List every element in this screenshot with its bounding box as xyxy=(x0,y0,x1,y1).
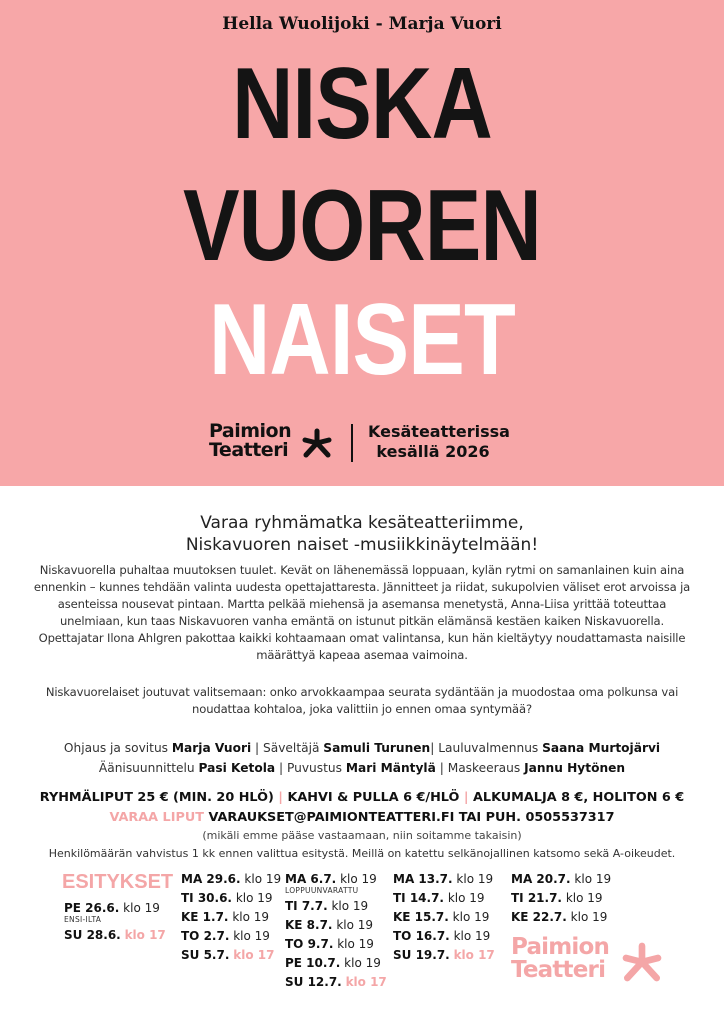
show-date: SU 12.7. klo 17 xyxy=(285,975,387,989)
booking-contact[interactable]: VARAUKSET@PAIMIONTEATTERI.FI TAI PUH. 0505537317 xyxy=(208,810,615,825)
booking-label: VARAA LIPUT xyxy=(109,810,204,825)
headline-line-2: Niskavuoren naiset -musiikkinäytelmään! xyxy=(185,535,539,555)
credit-name: Jannu Hytönen xyxy=(524,761,626,775)
theatre-logo xyxy=(209,422,291,460)
schedule-column-1 xyxy=(64,899,166,945)
soldout-note: LOPPUUNVARATTU xyxy=(285,886,359,895)
credit-label: Maskeeraus xyxy=(447,761,521,775)
title-line-1: NISKA xyxy=(232,48,492,160)
schedule-title: ESITYKSET xyxy=(62,871,174,893)
synopsis-paragraph-2: Niskavuorelaiset joutuvat valitsemaan: onko arvokkaampaa seurata sydäntään ja muodostaa oma polkunsa vai noudattaa kohtaloa, joka valittiin jo ennen omaa syntymää? xyxy=(45,685,679,716)
logo-word-2: Teatteri xyxy=(209,439,289,461)
credit-name: Marja Vuori xyxy=(171,741,252,755)
credit-label: Äänisuunnittelu xyxy=(98,761,195,775)
show-date: KE 8.7. klo 19 xyxy=(285,918,374,932)
synopsis-paragraph-1: Niskavuorella puhaltaa muutoksen tuulet. Kevät on lähenemässä loppuaan, kylän rytmi on samanlainen kuin aina ennenkin – kunnes tehdään valinta uudesta opettajattaresta. Jännitteet ja riidat, sukupolvien väliset erot arvoissa ja asenteissa nousevat pintaan. Martta pelkää miehensä ja asemansa menetystä, Anna-Liisa yrittää toteuttaa unelmiaan, kun taas Niskavuoren vanha emäntä on istunut pitkän elämänsä kestäen kaiken Niskavuorella. Opettajatar Ilona Ahlgren pakottaa kaikki kohtaamaan omat valintansa, kun hän kieltäytyy noudattamasta naisille määrättyä kapeaa asemaa vaimoina. xyxy=(33,563,691,662)
poster-header xyxy=(0,0,724,486)
show-date: TI 14.7. klo 19 xyxy=(393,891,485,905)
logo-word-1: Paimion xyxy=(209,420,292,442)
group-price: RYHMÄLIPUT 25 € (MIN. 20 HLÖ) xyxy=(39,790,274,805)
title-line-3: NAISET xyxy=(208,284,516,396)
drink-price: ALKUMALJA 8 €, HOLITON 6 € xyxy=(473,790,685,805)
show-date: TO 16.7. klo 19 xyxy=(393,929,491,943)
callback-note: (mikäli emme pääse vastaamaan, niin soitamme takaisin) xyxy=(202,829,522,842)
premiere-note: ENSI-ILTA xyxy=(64,915,102,924)
show-date: TI 7.7. klo 19 xyxy=(285,899,369,913)
logo-word-1: Paimion xyxy=(511,934,610,960)
credit-name: Saana Murtojärvi xyxy=(542,741,661,755)
show-date: MA 20.7. klo 19 xyxy=(511,872,612,886)
show-date: TI 21.7. klo 19 xyxy=(511,891,603,905)
footer-theatre-logo xyxy=(511,936,609,982)
logo-word-2: Teatteri xyxy=(511,957,606,983)
booking-line xyxy=(0,810,724,825)
show-date: TI 30.6. klo 19 xyxy=(181,891,273,905)
asterisk-icon xyxy=(302,428,332,458)
price-line xyxy=(0,790,724,805)
headline xyxy=(0,512,724,556)
credit-name: Pasi Ketola xyxy=(198,761,276,775)
show-date: KE 15.7. klo 19 xyxy=(393,910,490,924)
credits-line-2: Äänisuunnittelu Pasi Ketola | Puvustus Mari Mäntylä | Maskeeraus Jannu Hytönen xyxy=(98,761,626,775)
show-date: KE 22.7. klo 19 xyxy=(511,910,608,924)
coffee-price: KAHVI & PULLA 6 €/HLÖ xyxy=(287,790,460,805)
credits-line-1: Ohjaus ja sovitus Marja Vuori | Säveltäjä Samuli Turunen| Lauluvalmennus Saana Murtojärvi xyxy=(63,741,661,755)
asterisk-icon xyxy=(622,942,662,982)
schedule-column-5 xyxy=(511,870,611,927)
show-date: MA 13.7. klo 19 xyxy=(393,872,494,886)
schedule-column-3 xyxy=(285,870,387,992)
show-date: MA 6.7. klo 19 xyxy=(285,872,377,886)
show-date: KE 1.7. klo 19 xyxy=(181,910,270,924)
show-date: MA 29.6. klo 19 xyxy=(181,872,282,886)
show-date: SU 5.7. klo 17 xyxy=(181,948,275,962)
show-date: PE 26.6. klo 19 xyxy=(64,901,160,915)
show-date: SU 28.6. klo 17 xyxy=(64,928,166,942)
show-date: TO 2.7. klo 19 xyxy=(181,929,270,943)
summer-line-2: kesällä 2026 xyxy=(376,442,490,461)
separator: | xyxy=(463,790,469,805)
credits xyxy=(0,738,724,778)
show-date: SU 19.7. klo 17 xyxy=(393,948,495,962)
logo-row xyxy=(0,420,724,470)
credit-label: Lauluvalmennus xyxy=(438,741,539,755)
schedule-column-4 xyxy=(393,870,495,965)
confirmation-note: Henkilömäärän vahvistus 1 kk ennen valittua esitystä. Meillä on katettu selkänojallinen katsomo sekä A-oikeudet. xyxy=(48,847,676,860)
credit-name: Mari Mäntylä xyxy=(345,761,436,775)
show-date: TO 9.7. klo 19 xyxy=(285,937,374,951)
summer-line-1: Kesäteatterissa xyxy=(368,422,510,441)
schedule-column-2 xyxy=(181,870,281,965)
title-line-2: VUOREN xyxy=(183,170,541,282)
credit-name: Samuli Turunen xyxy=(323,741,431,755)
credit-label: Ohjaus ja sovitus xyxy=(63,741,169,755)
credit-label: Puvustus xyxy=(286,761,342,775)
headline-line-1: Varaa ryhmämatka kesäteatteriimme, xyxy=(200,513,524,533)
credit-label: Säveltäjä xyxy=(263,741,320,755)
authors: Hella Wuolijoki - Marja Vuori xyxy=(222,14,502,34)
logo-divider xyxy=(351,424,353,462)
separator: | xyxy=(278,790,283,805)
show-date: PE 10.7. klo 19 xyxy=(285,956,381,970)
summer-season xyxy=(368,422,510,462)
